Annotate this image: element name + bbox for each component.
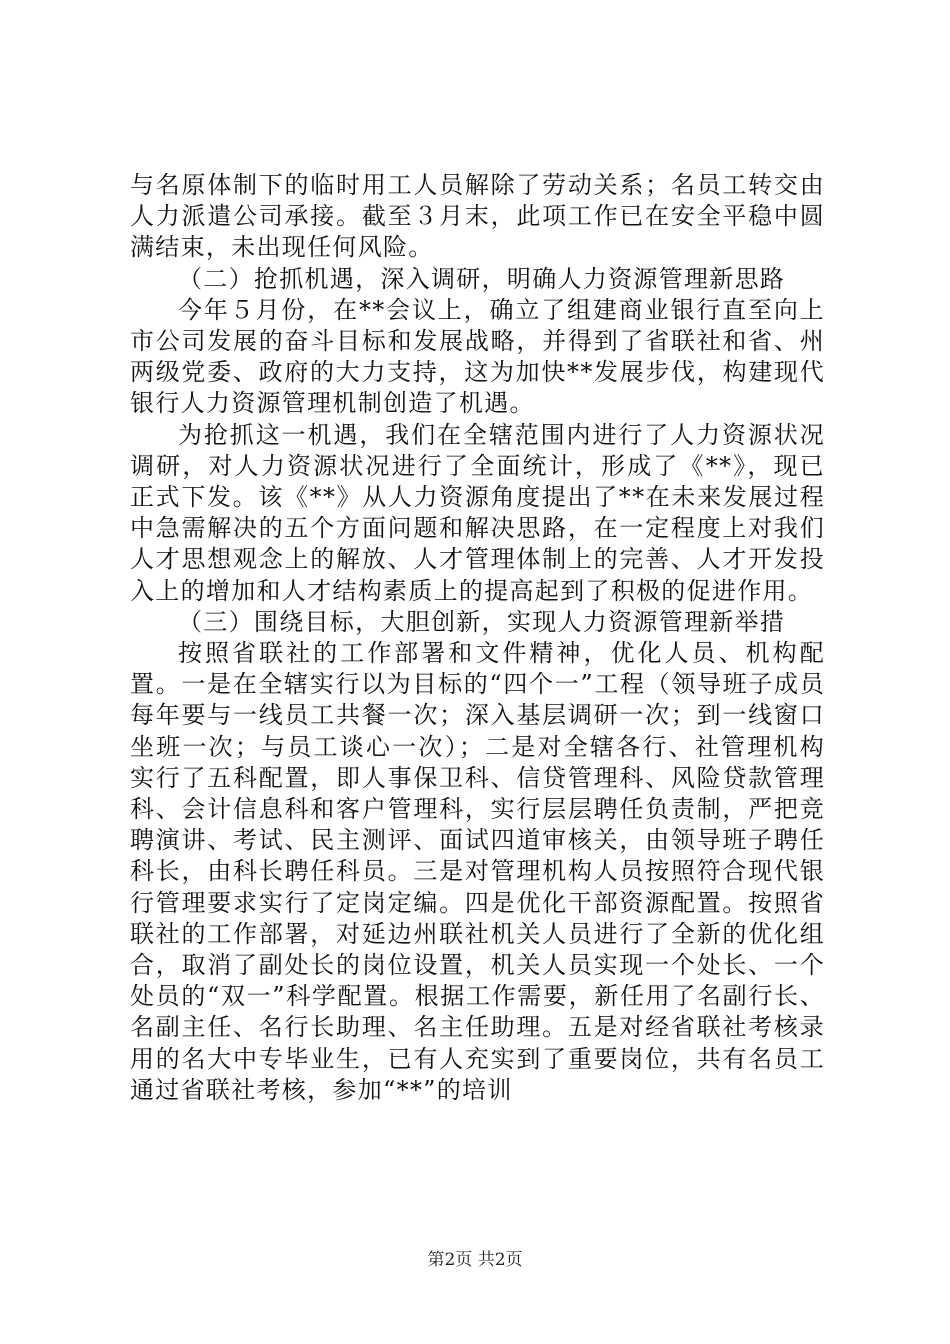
- paragraph: 按照省联社的工作部署和文件精神，优化人员、机构配置。一是在全辖实行以为目标的“四个一”工程（领导班子成员每年要与一线员工共餐一次；深入基层调研一次；到一线窗口坐班一次；与员工谈心一次）；二是对全辖各行、社管理机构实行了五科配置，即人事保卫科、信贷管理科、风险贷款管理科、会计信息科和客户管理科，实行层层聘任负责制，严把竞聘演讲、考试、民主测评、面试四道审核关，由领导班子聘任科长，由科长聘任科员。三是对管理机构人员按照符合现代银行管理要求实行了定岗定编。四是优化干部资源配置。按照省联社的工作部署，对延边州联社机关人员进行了全新的优化组合，取消了副处长的岗位设置，机关人员实现一个处长、一个处员的“双一”科学配置。根据工作需要，新任用了名副行长、名副主任、名行长助理、名主任助理。五是对经省联社考核录用的名大中专毕业生，已有人充实到了重要岗位，共有名员工通过省联社考核，参加“**”的培训: [130, 639, 825, 1104]
- paragraph-continuation: 与名原体制下的临时用工人员解除了劳动关系；名员工转交由人力派遣公司承接。截至３月末，此项工作已在安全平稳中圆满结束，未出现任何风险。: [130, 171, 825, 262]
- page-number-footer: 第2页 共2页: [427, 1250, 523, 1270]
- paragraph: 为抢抓这一机遇，我们在全辖范围内进行了人力资源状况调研，对人力资源状况进行了全面统计，形成了《**》，现已正式下发。该《**》从人力资源角度提出了**在未来发展过程中急需解决的五个方面问题和解决思路，在一定程度上对我们人才思想观念上的解放、人才管理体制上的完善、人才开发投入上的增加和人才结构素质上的提高起到了积极的促进作用。: [130, 420, 825, 605]
- paragraph: 今年５月份，在**会议上，确立了组建商业银行直至向上市公司发展的奋斗目标和发展战略，并得到了省联社和省、州两级党委、政府的大力支持，这为加快**发展步伐，构建现代银行人力资源管理机制创造了机遇。: [130, 295, 825, 418]
- section-heading-3: （三）围绕目标，大胆创新，实现人力资源管理新举措: [178, 607, 786, 636]
- document-body: [130, 170, 825, 1106]
- section-heading-2: （二）抢抓机遇，深入调研，明确人力资源管理新思路: [178, 264, 786, 293]
